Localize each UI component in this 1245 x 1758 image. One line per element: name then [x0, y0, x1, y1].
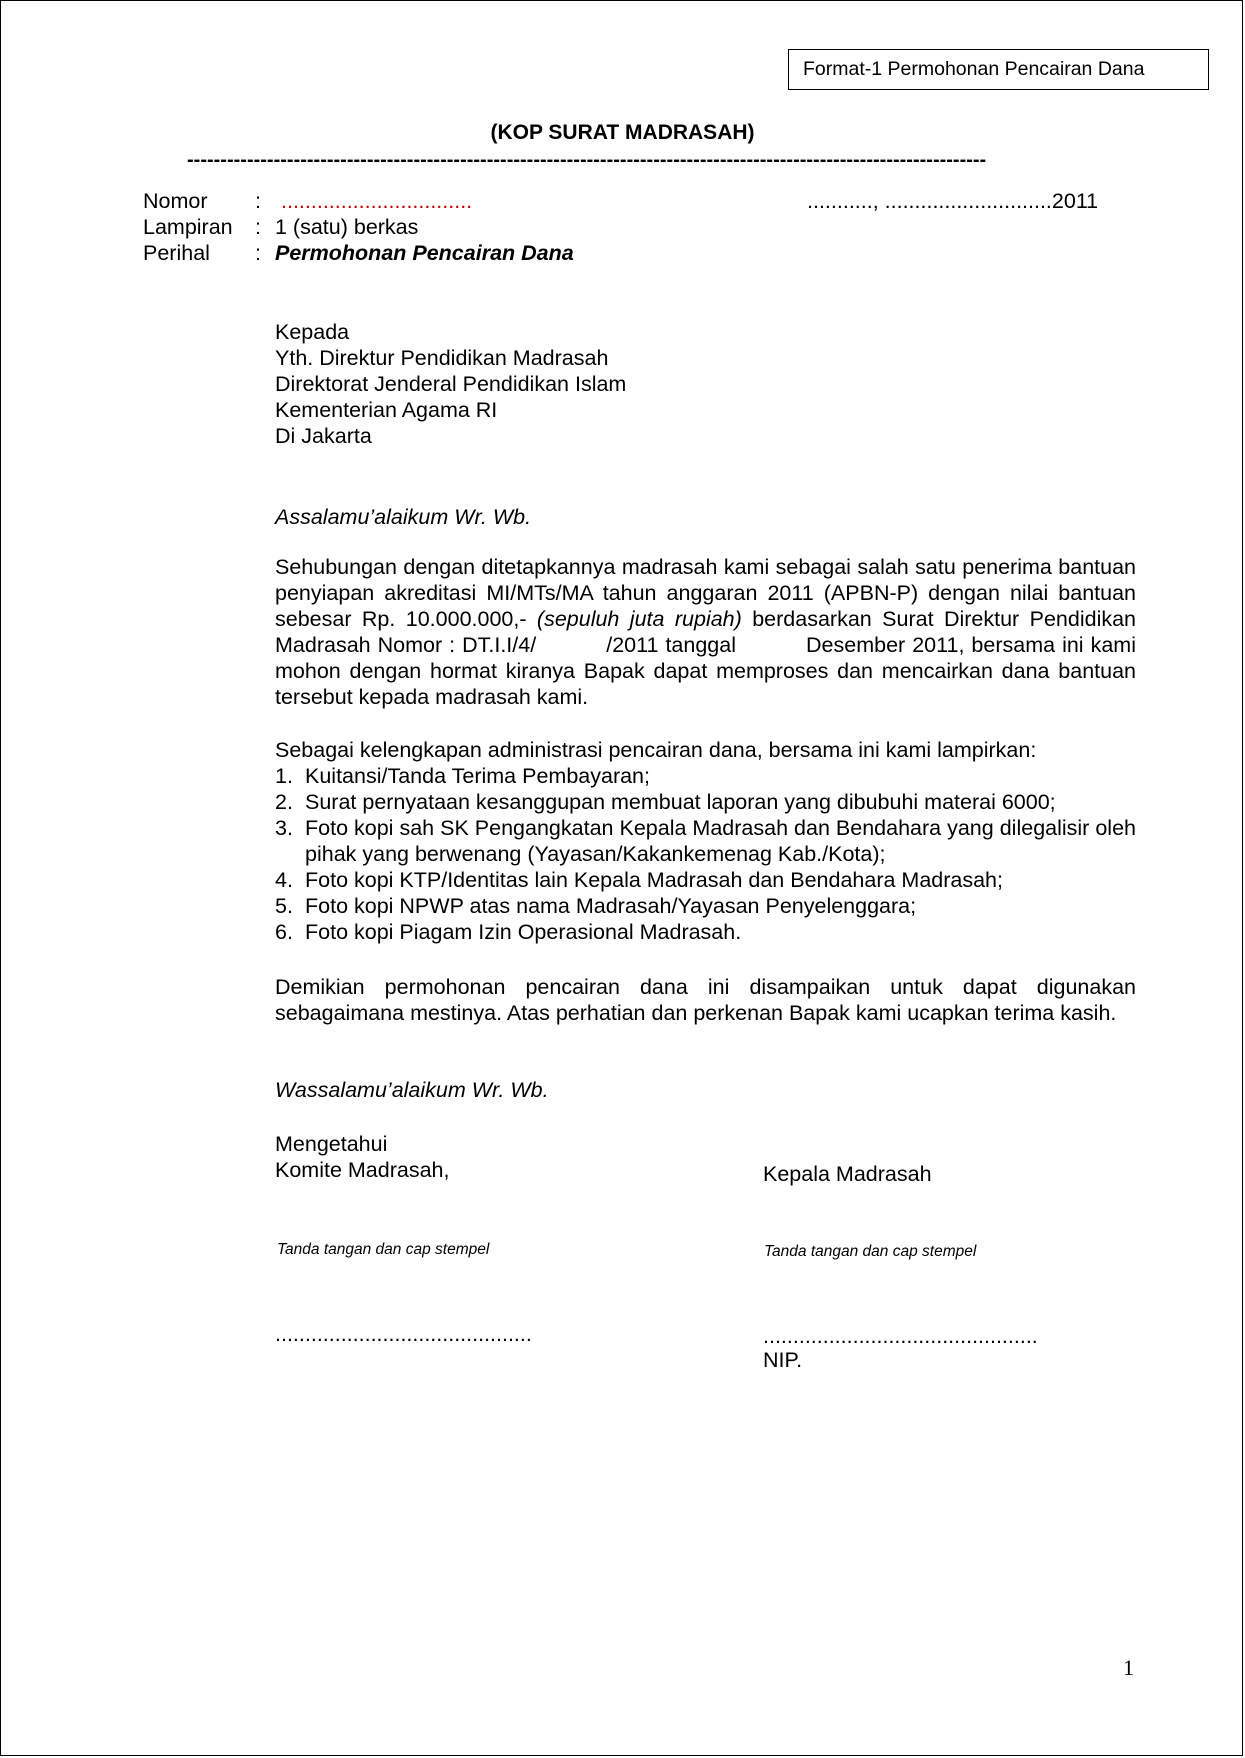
list-item-text: Kuitansi/Tanda Terima Pembayaran; [305, 764, 650, 788]
list-item-number: 1. [275, 764, 293, 788]
perihal-label: Perihal [143, 241, 210, 265]
headmaster-nip: NIP. [763, 1348, 803, 1372]
paragraph-request [275, 554, 1142, 710]
list-item-text: Foto kopi sah SK Pengangkatan Kepala Madrasah dan Bendahara yang dilegalisir oleh pihak yang berwenang (Yayasan/Kakankemenag Kab./Kota); [305, 816, 1136, 866]
list-item [275, 763, 1136, 789]
headmaster-signature-note: Tanda tangan dan cap stempel [764, 1243, 977, 1260]
list-item-text: Foto kopi KTP/Identitas lain Kepala Madrasah dan Bendahara Madrasah; [305, 868, 1003, 892]
lampiran-colon: : [255, 215, 261, 239]
headmaster-signature-line: .............................................. [763, 1324, 1038, 1348]
list-item [275, 893, 1136, 919]
list-item-number: 5. [275, 894, 293, 918]
list-item-text: Surat pernyataan kesanggupan membuat laporan yang dibubuhi materai 6000; [305, 790, 1056, 814]
list-item [275, 867, 1136, 893]
nomor-colon: : [255, 189, 261, 213]
committee-title: Komite Madrasah, [275, 1158, 450, 1182]
recipient-line: Kepada [275, 320, 350, 344]
list-item-number: 6. [275, 920, 293, 944]
letter-date: ..........., ............................2011 [807, 189, 1099, 213]
paragraph-request-part1: Sehubungan dengan ditetapkannya madrasah kami sebagai salah satu penerima bantuan penyiapan akreditasi MI/MTs/MA tahun anggaran 2011 (APBN-P) dengan nilai bantuan sebesar Rp. 10.000.000,- [275, 555, 1136, 631]
committee-acknowledge: Mengetahui [275, 1132, 388, 1156]
greeting: Assalamu’alaikum Wr. Wb. [275, 505, 532, 529]
list-item [275, 789, 1136, 815]
amount-in-words: (sepuluh juta rupiah) [536, 607, 742, 631]
attachments-intro: Sebagai kelengkapan administrasi pencairan dana, bersama ini kami lampirkan: [275, 738, 1037, 762]
lampiran-value: 1 (satu) berkas [275, 215, 419, 239]
format-label-box: Format-1 Permohonan Pencairan Dana [788, 49, 1209, 90]
attachments-list [275, 763, 1136, 945]
list-item [275, 815, 1136, 867]
recipient-line: Yth. Direktur Pendidikan Madrasah [275, 346, 609, 370]
farewell: Wassalamu’alaikum Wr. Wb. [275, 1078, 549, 1102]
nomor-label: Nomor [143, 189, 208, 213]
page-number: 1 [1123, 1655, 1134, 1680]
list-item-text: Foto kopi NPWP atas nama Madrasah/Yayasan Penyelenggara; [305, 894, 917, 918]
recipient-line: Kementerian Agama RI [275, 398, 498, 422]
list-item [275, 919, 1136, 945]
list-item-number: 2. [275, 790, 293, 814]
perihal-value: Permohonan Pencairan Dana [275, 241, 574, 265]
lampiran-label: Lampiran [143, 215, 233, 239]
committee-signature-line: ........................................... [275, 1322, 532, 1346]
list-item-text: Foto kopi Piagam Izin Operasional Madrasah. [305, 920, 742, 944]
list-item-number: 3. [275, 816, 293, 840]
paragraph-request-part3: berdasarkan Surat Direktur Pendidikan Madrasah Nomor : DT.I.I/4/ /2011 tanggal Desember 2011, bersama ini kami mohon dengan hormat kiranya Bapak dapat memproses dan mencairkan dana bantuan tersebut kepada madrasah kami. [275, 607, 1142, 709]
recipient-line: Direktorat Jenderal Pendidikan Islam [275, 372, 627, 396]
paragraph-closing: Demikian permohonan pencairan dana ini disampaikan untuk dapat digunakan sebagaimana mestinya. Atas perhatian dan perkenan Bapak kami ucapkan terima kasih. [275, 975, 1136, 1025]
recipient-line: Di Jakarta [275, 424, 372, 448]
headmaster-title: Kepala Madrasah [763, 1162, 932, 1186]
letterhead-placeholder: (KOP SURAT MADRASAH) [490, 121, 755, 144]
nomor-value: ................................ [281, 189, 473, 213]
letterhead-divider: ------------------------------------------------------------------------------------------------------------------------ [187, 149, 987, 171]
list-item-number: 4. [275, 868, 293, 892]
recipient-block [275, 319, 1136, 449]
perihal-colon: : [255, 241, 261, 265]
committee-signature-note: Tanda tangan dan cap stempel [277, 1241, 490, 1258]
